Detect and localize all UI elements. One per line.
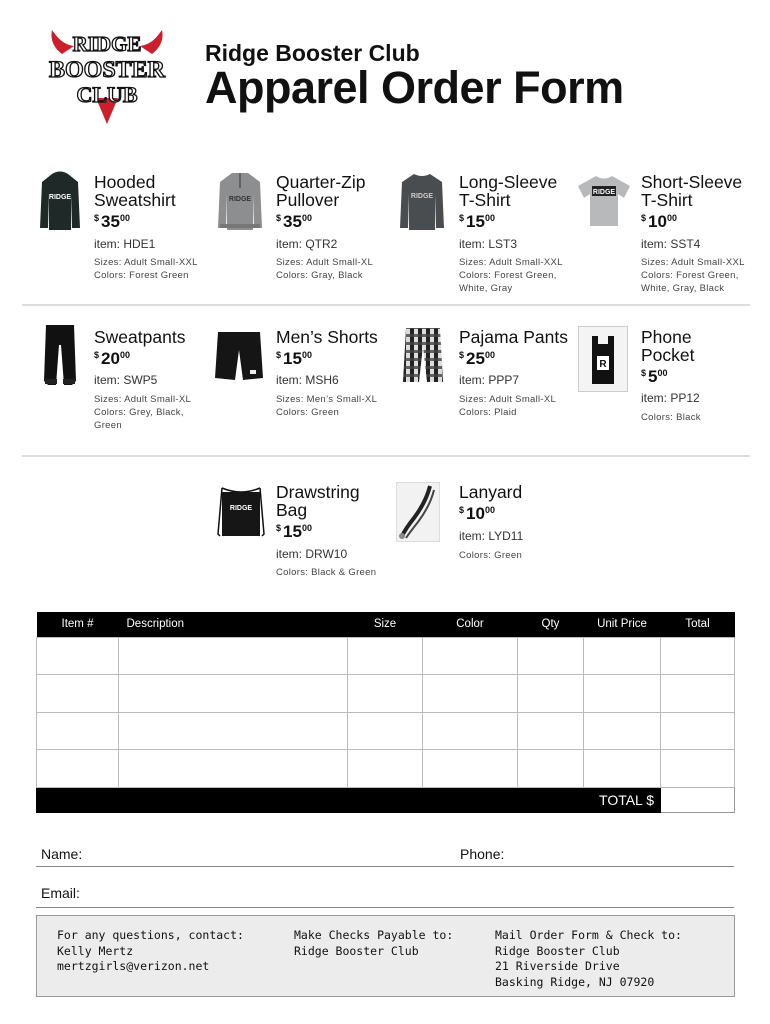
logo-line-1: RIDGE bbox=[72, 32, 142, 56]
item-number: item: LYD11 bbox=[459, 529, 524, 543]
sweatpants-icon bbox=[42, 323, 78, 387]
product-details: Sizes: Adult Small-XL Colors: Gray, Black bbox=[276, 257, 374, 281]
item-number: item: DRW10 bbox=[276, 547, 348, 561]
name-field[interactable] bbox=[36, 866, 734, 867]
column-header-description: Description bbox=[119, 612, 348, 637]
email-field[interactable] bbox=[36, 907, 734, 908]
product-price: $ $10^{00}$ bbox=[641, 212, 677, 231]
quarter-zip-icon bbox=[216, 170, 264, 232]
cell-size[interactable] bbox=[348, 675, 423, 713]
product-price: $ $15^{00}$ bbox=[276, 349, 312, 368]
cell-qty[interactable] bbox=[518, 712, 584, 750]
cell-color[interactable] bbox=[423, 750, 518, 788]
product-details: Colors: Black & Green bbox=[276, 567, 377, 578]
product-details: Colors: Green bbox=[459, 550, 523, 561]
total-row bbox=[37, 787, 735, 812]
product-price: $ $10^{00}$ bbox=[459, 504, 495, 523]
product-name: Lanyard bbox=[459, 482, 523, 502]
svg-text:R: R bbox=[599, 359, 607, 370]
column-header-color: Color bbox=[423, 612, 518, 637]
club-name: Ridge Booster Club bbox=[205, 40, 420, 66]
item-number: item: HDE1 bbox=[94, 237, 156, 251]
mailing-address: Mail Order Form & Check to: Ridge Booster Club 21 Riverside Drive Basking Ridge, NJ 07920 bbox=[495, 928, 682, 989]
product-details: Sizes: Adult Small-XXL Colors: Forest Green bbox=[94, 257, 198, 281]
product-price: $ $35^{00}$ bbox=[94, 212, 130, 231]
lanyard-icon bbox=[396, 482, 440, 542]
product-name: Quarter-Zip Pullover bbox=[276, 172, 366, 210]
cell-unit-price[interactable] bbox=[584, 750, 661, 788]
product-price: $ $25^{00}$ bbox=[459, 349, 495, 368]
cell-size[interactable] bbox=[348, 712, 423, 750]
product-name: Pajama Pants bbox=[459, 327, 568, 347]
cell-total[interactable] bbox=[661, 750, 735, 788]
product-name: Sweatpants bbox=[94, 327, 186, 347]
cell-description[interactable] bbox=[119, 750, 348, 788]
logo-line-3: CLUB bbox=[76, 82, 138, 107]
svg-text:RIDGE: RIDGE bbox=[229, 505, 253, 512]
item-number: item: PP12 bbox=[641, 391, 700, 405]
cell-description[interactable] bbox=[119, 637, 348, 675]
section-divider bbox=[22, 304, 750, 306]
column-header-total: Total bbox=[661, 612, 735, 637]
product-name: Men’s Shorts bbox=[276, 327, 378, 347]
product-name: Long-Sleeve T-Shirt bbox=[459, 172, 558, 210]
product-name: Drawstring Bag bbox=[276, 482, 360, 520]
product-details: Colors: Black bbox=[641, 412, 701, 423]
product-price: $ $35^{00}$ bbox=[276, 212, 312, 231]
table-row bbox=[37, 637, 735, 675]
product-name: Phone Pocket bbox=[641, 327, 695, 365]
long-sleeve-shirt-icon bbox=[398, 172, 446, 232]
product-details: Sizes: Adult Small-XXL Colors: Forest Green, White, Gray, Black bbox=[641, 257, 745, 294]
product-price: $ $15^{00}$ bbox=[459, 212, 495, 231]
cell-color[interactable] bbox=[423, 712, 518, 750]
cell-unit-price[interactable] bbox=[584, 712, 661, 750]
product-details: Sizes: Men’s Small-XL Colors: Green bbox=[276, 394, 378, 418]
cell-size[interactable] bbox=[348, 750, 423, 788]
product-price: $ $20^{00}$ bbox=[94, 349, 130, 368]
order-table bbox=[36, 612, 735, 813]
phone-label: Phone: bbox=[460, 846, 505, 862]
column-header-item: Item # bbox=[37, 612, 119, 637]
table-row bbox=[37, 675, 735, 713]
cell-unit-price[interactable] bbox=[584, 637, 661, 675]
product-details: Sizes: Adult Small-XL Colors: Grey, Black, Green bbox=[94, 394, 192, 431]
product-name: Short-Sleeve T-Shirt bbox=[641, 172, 743, 210]
column-header-unit-price: Unit Price bbox=[584, 612, 661, 637]
table-header-row bbox=[37, 612, 735, 637]
svg-text:RIDGE: RIDGE bbox=[228, 196, 252, 203]
cell-total[interactable] bbox=[661, 675, 735, 713]
cell-total[interactable] bbox=[661, 712, 735, 750]
total-field[interactable] bbox=[661, 787, 735, 812]
cell-item[interactable] bbox=[37, 750, 119, 788]
pajama-pants-icon bbox=[402, 326, 444, 384]
product-name: Hooded Sweatshirt bbox=[94, 172, 176, 210]
email-label: Email: bbox=[41, 885, 80, 901]
table-row bbox=[37, 712, 735, 750]
product-price: $ $15^{00}$ bbox=[276, 522, 312, 541]
shorts-icon bbox=[214, 330, 264, 382]
total-label: TOTAL $ bbox=[37, 787, 661, 812]
item-number: item: MSH6 bbox=[276, 373, 339, 387]
questions-contact: For any questions, contact: Kelly Mertz mertzgirls@verizon.net bbox=[57, 928, 244, 973]
cell-total[interactable] bbox=[661, 637, 735, 675]
hoodie-icon bbox=[38, 170, 82, 232]
item-number: item: QTR2 bbox=[276, 237, 338, 251]
item-number: item: LST3 bbox=[459, 237, 518, 251]
t-shirt-icon bbox=[576, 174, 632, 228]
name-label: Name: bbox=[41, 846, 83, 862]
product-details: Sizes: Adult Small-XL Colors: Plaid bbox=[459, 394, 557, 418]
cell-qty[interactable] bbox=[518, 637, 584, 675]
table-row bbox=[37, 750, 735, 788]
logo-line-2: BOOSTER bbox=[49, 57, 166, 82]
drawstring-bag-icon bbox=[216, 486, 266, 538]
product-details: Sizes: Adult Small-XXL Colors: Forest Green, White, Gray bbox=[459, 257, 563, 294]
checks-payable: Make Checks Payable to: Ridge Booster Club bbox=[294, 928, 454, 958]
item-number: item: SST4 bbox=[641, 237, 701, 251]
svg-text:RIDGE: RIDGE bbox=[592, 189, 616, 196]
item-number: item: SWP5 bbox=[94, 373, 158, 387]
cell-item[interactable] bbox=[37, 675, 119, 713]
cell-size[interactable] bbox=[348, 637, 423, 675]
section-divider bbox=[22, 455, 750, 457]
contact-info-box bbox=[36, 915, 735, 997]
cell-qty[interactable] bbox=[518, 750, 584, 788]
column-header-size: Size bbox=[348, 612, 423, 637]
cell-description[interactable] bbox=[119, 675, 348, 713]
cell-color[interactable] bbox=[423, 675, 518, 713]
page-title: Apparel Order Form bbox=[205, 62, 624, 113]
ridge-booster-club-logo bbox=[44, 24, 170, 128]
cell-item[interactable] bbox=[37, 712, 119, 750]
cell-item[interactable] bbox=[37, 637, 119, 675]
cell-color[interactable] bbox=[423, 637, 518, 675]
svg-text:RIDGE: RIDGE bbox=[48, 194, 72, 201]
cell-unit-price[interactable] bbox=[584, 675, 661, 713]
svg-text:RIDGE: RIDGE bbox=[410, 193, 434, 200]
item-number: item: PPP7 bbox=[459, 373, 520, 387]
product-price: $ $5^{00}$ bbox=[641, 367, 668, 386]
column-header-qty: Qty bbox=[518, 612, 584, 637]
cell-qty[interactable] bbox=[518, 675, 584, 713]
cell-description[interactable] bbox=[119, 712, 348, 750]
phone-pocket-icon bbox=[578, 326, 628, 392]
